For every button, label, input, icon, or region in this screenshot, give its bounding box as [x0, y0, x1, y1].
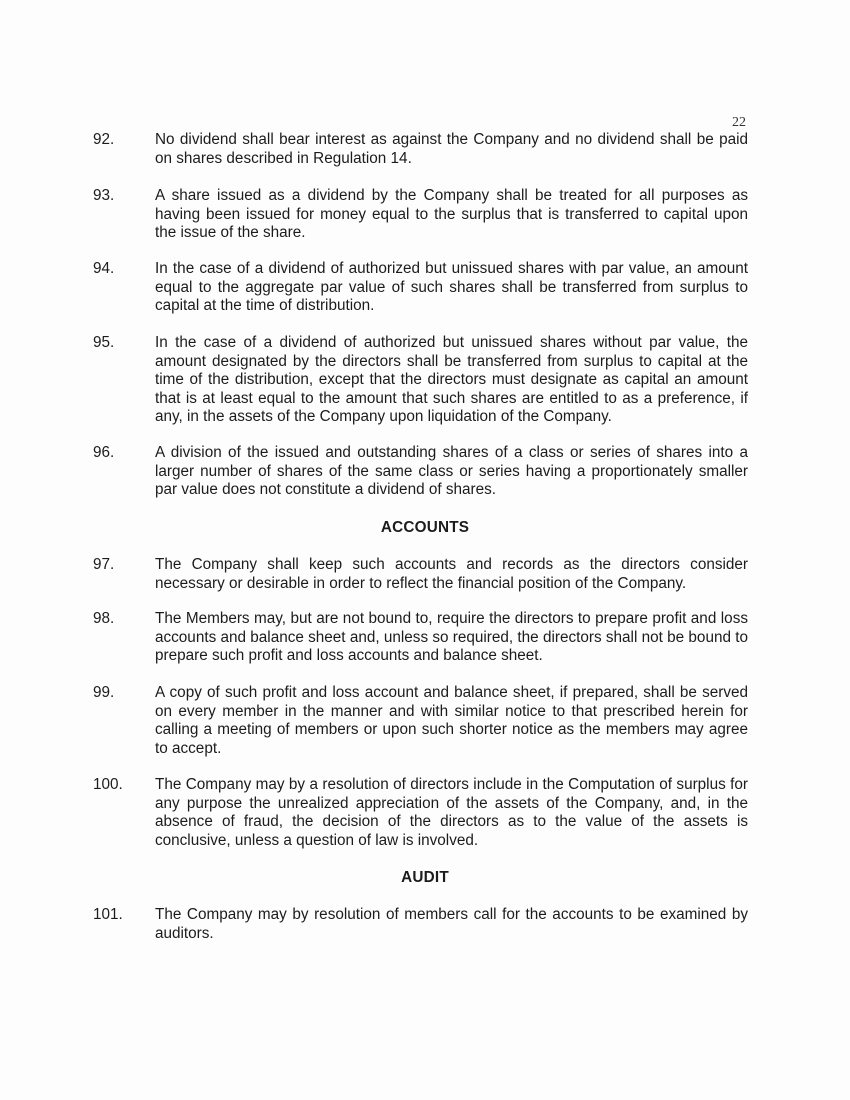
paragraph-92: [93, 131, 748, 168]
paragraph-101: [93, 906, 748, 943]
section-heading-audit: AUDIT: [401, 869, 449, 886]
paragraph-number: 98.: [93, 610, 115, 627]
paragraph-96: [93, 444, 748, 500]
paragraph-number: 96.: [93, 444, 115, 461]
paragraph-99: [93, 684, 748, 758]
paragraph-text: In the case of a dividend of authorized but unissued shares with par value, an amount equal to the aggregate par value of such shares shall be transferred from surplus to capital at the time of distribution.: [155, 260, 748, 314]
paragraph-number: 100.: [93, 776, 123, 793]
paragraph-text: A share issued as a dividend by the Company shall be treated for all purposes as having been issued for money equal to the surplus that is transferred to capital upon the issue of the share.: [155, 187, 748, 241]
paragraph-number: 92.: [93, 131, 115, 148]
section-heading-accounts: ACCOUNTS: [380, 519, 470, 536]
paragraph-text: The Company may by a resolution of directors include in the Computation of surplus for any purpose the unrealized appreciation of the assets of the Company, and, in the absence of fraud, the decision of the directors as to the value of the assets is conclusive, unless a question of law is involved.: [155, 776, 748, 849]
paragraph-text: The Company shall keep such accounts and records as the directors consider necessary or desirable in order to reflect the financial position of the Company.: [155, 556, 748, 592]
paragraph-number: 94.: [93, 260, 115, 277]
paragraph-number: 95.: [93, 334, 115, 351]
paragraph-93: [93, 187, 748, 243]
paragraph-number: 99.: [93, 684, 115, 701]
paragraph-number: 97.: [93, 556, 115, 573]
paragraph-text: The Company may by resolution of members call for the accounts to be examined by auditors.: [155, 906, 748, 942]
paragraph-text: A copy of such profit and loss account and balance sheet, if prepared, shall be served on every member in the manner and with similar notice to that prescribed herein for calling a meeting of members or upon such shorter notice as the members may agree to accept.: [155, 684, 748, 757]
paragraph-95: [93, 334, 748, 427]
paragraph-98: [93, 610, 748, 666]
page-number: 22: [732, 115, 746, 130]
paragraph-number: 93.: [93, 187, 115, 204]
paragraph-text: No dividend shall bear interest as against the Company and no dividend shall be paid on shares described in Regulation 14.: [155, 131, 748, 167]
paragraph-97: [93, 556, 748, 593]
paragraph-text: A division of the issued and outstanding shares of a class or series of shares into a larger number of shares of the same class or series having a proportionately smaller par value does not constitute a dividend of shares.: [155, 444, 748, 498]
paragraph-94: [93, 260, 748, 316]
paragraph-text: The Members may, but are not bound to, require the directors to prepare profit and loss accounts and balance sheet and, unless so required, the directors shall not be bound to prepare such profit and loss accounts and balance sheet.: [155, 610, 748, 664]
paragraph-100: [93, 776, 748, 850]
paragraph-text: In the case of a dividend of authorized but unissued shares without par value, the amount designated by the directors shall be transferred from surplus to capital at the time of the distribution, except that the directors must designate as capital an amount that is at least equal to the amount that such shares are entitled to as a preference, if any, in the assets of the Company upon liquidation of the Company.: [155, 334, 748, 425]
paragraph-number: 101.: [93, 906, 123, 923]
